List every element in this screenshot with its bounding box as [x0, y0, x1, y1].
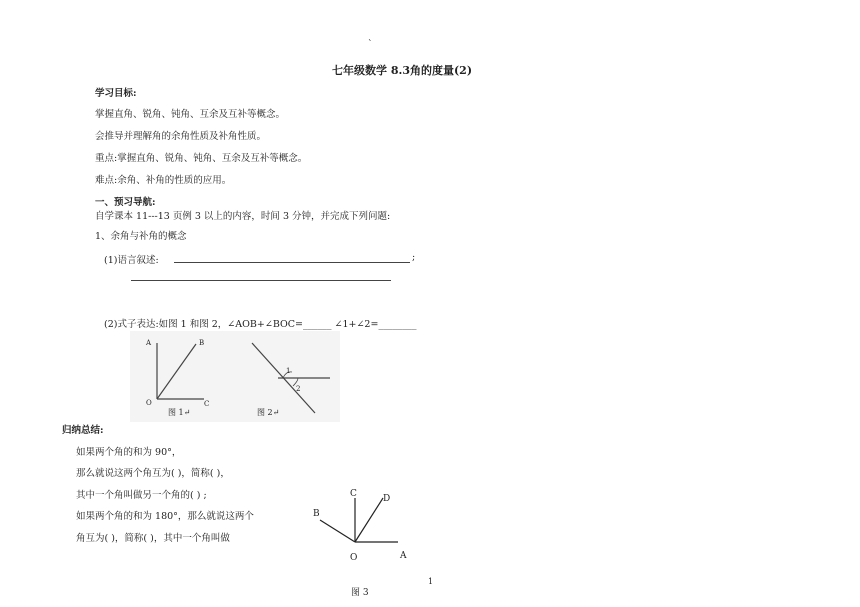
summary-line: 如果两个角的和为 90°， — [76, 447, 182, 458]
fig2-caption: 图 2↵ — [257, 408, 280, 417]
summary-line: 如果两个角的和为 180°，那么就说这两个 — [76, 511, 254, 522]
objective-item: 重点:掌握直角、锐角、钝角、互余及互补等概念。 — [95, 153, 308, 164]
fig3-label-d: D — [383, 494, 391, 504]
header-mark: ` — [368, 40, 373, 50]
fig3-caption: 图 3 — [351, 588, 369, 598]
fig1-label-c: C — [204, 400, 210, 408]
question-part1-end: ; — [412, 252, 416, 263]
page-title: 七年级数学 8.3角的度量(2) — [332, 64, 473, 77]
fig3-label-a: A — [400, 551, 407, 561]
figure-3-diagram — [300, 490, 410, 560]
question-title: 1、余角与补角的概念 — [95, 231, 187, 242]
question-part2: (2)式子表达:如图 1 和图 2，∠AOB+∠BOC=______ ∠1+∠2=________ — [104, 319, 417, 330]
self-study-instruction: 自学课本 11---13 页例 3 以上的内容，时间 3 分钟，并完成下列问题: — [95, 211, 391, 222]
figure-2 — [230, 331, 340, 422]
fig1-label-b: B — [199, 339, 205, 347]
objective-item: 难点:余角、补角的性质的应用。 — [95, 175, 232, 186]
fig1-label-o: O — [146, 399, 152, 407]
fig2-label-2: 2 — [296, 385, 301, 393]
section-heading: 一、预习导航: — [95, 197, 156, 208]
answer-line — [131, 280, 391, 281]
page-number: 1 — [428, 577, 434, 586]
objective-item: 掌握直角、锐角、钝角、互余及互补等概念。 — [95, 109, 286, 120]
question-part1-label: (1)语言叙述: — [104, 255, 159, 266]
fig2-label-1: 1 — [286, 367, 291, 375]
answer-line — [174, 262, 410, 263]
summary-line: 角互为( )，简称( )，其中一个角叫做 — [76, 533, 230, 544]
fig3-label-b: B — [313, 509, 320, 519]
fig3-label-o: O — [350, 553, 358, 563]
summary-heading: 归纳总结: — [62, 425, 104, 436]
objective-item: 会推导并理解角的余角性质及补角性质。 — [95, 131, 267, 142]
fig1-label-a: A — [146, 339, 152, 347]
summary-line: 那么就说这两个角互为( )，简称( )， — [76, 468, 230, 479]
figure-1 — [130, 331, 230, 422]
fig1-caption: 图 1↵ — [168, 408, 191, 417]
fig3-label-c: C — [350, 489, 357, 499]
objectives-heading: 学习目标: — [95, 88, 137, 99]
figure-2-diagram — [230, 331, 340, 422]
summary-line: 其中一个角叫做另一个角的( ) ; — [76, 490, 207, 501]
